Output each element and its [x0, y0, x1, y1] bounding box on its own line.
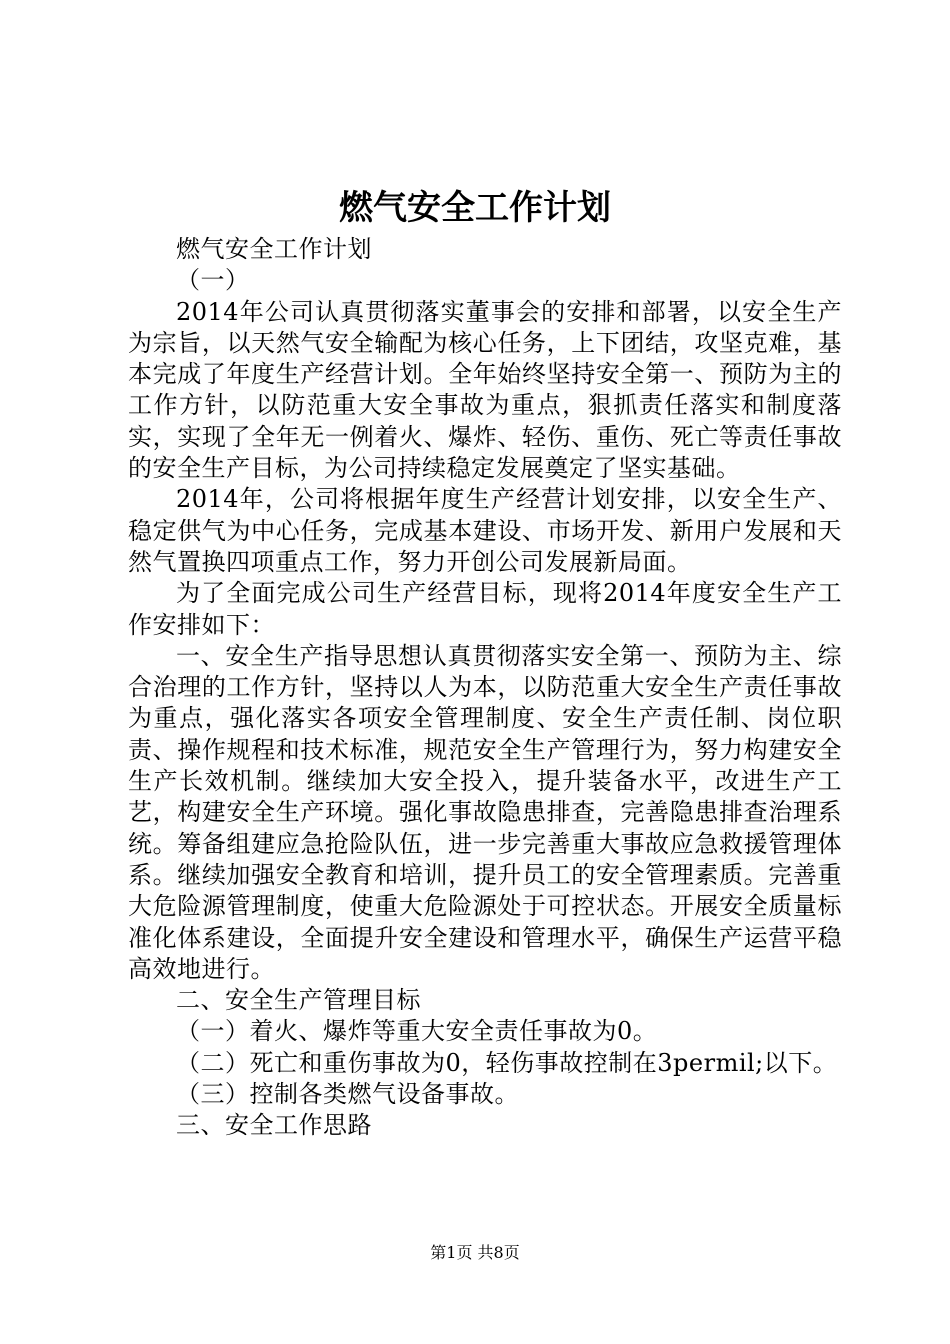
paragraph-intro: 为了全面完成公司生产经营目标，现将2014年度安全生产工作安排如下：	[128, 579, 842, 639]
goal-item-1: （一）着火、爆炸等重大安全责任事故为0。	[176, 1017, 658, 1046]
heading-work-approach: 三、安全工作思路	[176, 1111, 372, 1140]
goal-item-3: （三）控制各类燃气设备事故。	[176, 1080, 519, 1109]
paragraph-subtitle: 燃气安全工作计划	[176, 235, 372, 263]
page-footer: 第1页 共8页	[430, 1243, 520, 1262]
heading-management-goals: 二、安全生产管理目标	[176, 986, 421, 1015]
document-title: 燃气安全工作计划	[339, 188, 611, 228]
paragraph-summary: 2014年公司认真贯彻落实董事会的安排和部署，以安全生产为宗旨，以天然气安全输配为核心任务，上下团结，攻坚克难，基本完成了年度生产经营计划。全年始终坚持安全第一、预防为主的工作方针，以防范重大安全事故为重点，狠抓责任落实和制度落实，实现了全年无一例着火、爆炸、轻伤、重伤、死亡等责任事故的安全生产目标，为公司持续稳定发展奠定了坚实基础。	[128, 297, 842, 483]
paragraph-section-marker: （一）	[176, 266, 250, 295]
paragraph-guiding-thought: 一、安全生产指导思想认真贯彻落实安全第一、预防为主、综合治理的工作方针，坚持以人为本，以防范重大安全生产责任事故为重点，强化落实各项安全管理制度、安全生产责任制、岗位职责、操作规程和技术标准，规范安全生产管理行为，努力构建安全生产长效机制。继续加大安全投入，提升装备水平，改进生产工艺，构建安全生产环境。强化事故隐患排查，完善隐患排查治理系统。筹备组建应急抢险队伍，进一步完善重大事故应急救援管理体系。继续加强安全教育和培训，提升员工的安全管理素质。完善重大危险源管理制度，使重大危险源处于可控状态。开展安全质量标准化体系建设，全面提升安全建设和管理水平，确保生产运营平稳高效地进行。	[128, 641, 842, 983]
paragraph-plan-overview: 2014年，公司将根据年度生产经营计划安排，以安全生产、稳定供气为中心任务，完成基本建设、市场开发、新用户发展和天然气置换四项重点工作，努力开创公司发展新局面。	[128, 485, 842, 576]
document-body	[128, 234, 842, 1142]
goal-item-2: （二）死亡和重伤事故为0，轻伤事故控制在3permil;以下。	[176, 1048, 838, 1077]
